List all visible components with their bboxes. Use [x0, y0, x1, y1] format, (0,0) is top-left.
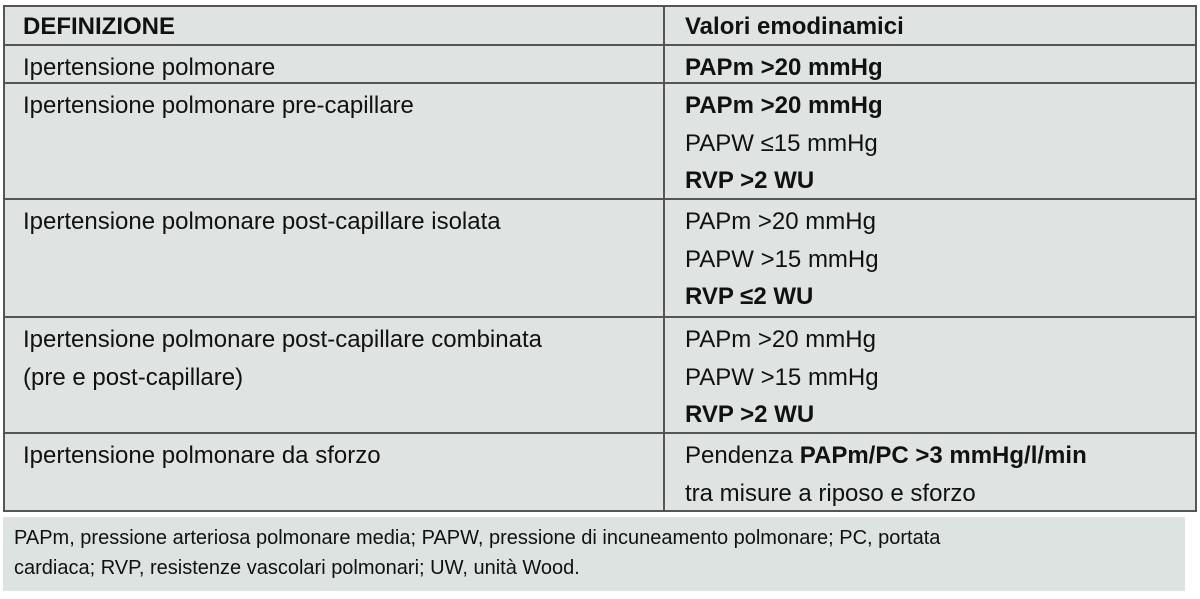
value-text: PAPW >15 mmHg — [685, 245, 879, 273]
definition-cell — [5, 200, 665, 316]
value-text: PAPm >20 mmHg — [685, 54, 883, 81]
value-text: PAPm >20 mmHg — [685, 326, 876, 353]
value-text: RVP >2 WU — [685, 167, 815, 194]
value-line — [685, 437, 1195, 475]
value-line — [685, 241, 1195, 279]
value-line — [685, 278, 1195, 316]
value-line — [685, 359, 1195, 397]
definition-text: (pre e post-capillare) — [23, 363, 244, 391]
definition-text: Ipertensione polmonare pre-capillare — [23, 92, 414, 119]
value-text: PAPm/PC >3 mmHg/l/min — [799, 442, 1087, 469]
definition-text: Ipertensione polmonare post-capillare combinata — [23, 326, 542, 353]
values-cell — [667, 46, 1195, 82]
table-row — [5, 84, 1195, 200]
footnote — [3, 517, 1185, 591]
header-definition: DEFINIZIONE — [23, 13, 176, 40]
table-row — [5, 46, 1195, 84]
value-line — [685, 87, 1195, 125]
table-row — [5, 200, 1195, 318]
footnote-line: PAPm, pressione arteriosa polmonare media; PAPW, pressione di incuneamento polmonare; PC, portata — [14, 527, 941, 549]
definition-cell — [5, 318, 665, 432]
value-line — [685, 125, 1195, 163]
value-text: RVP >2 WU — [685, 401, 815, 428]
value-line — [685, 396, 1195, 434]
definition-text: Ipertensione polmonare da sforzo — [23, 442, 381, 469]
definition-text: Ipertensione polmonare — [23, 54, 276, 81]
value-text: PAPW >15 mmHg — [685, 363, 879, 391]
value-text: PAPm >20 mmHg — [685, 208, 876, 235]
value-line — [685, 321, 1195, 359]
value-line — [685, 49, 1195, 87]
table-row — [5, 318, 1195, 434]
value-line — [685, 475, 1195, 513]
table-header-row — [5, 7, 1195, 46]
definition-cell — [5, 84, 665, 198]
value-line — [685, 203, 1195, 241]
values-cell — [667, 84, 1195, 198]
value-text: PAPm >20 mmHg — [685, 92, 883, 119]
definition-cell — [5, 46, 665, 82]
value-text: tra misure a riposo e sforzo — [685, 479, 976, 507]
definition-cell — [5, 434, 665, 512]
values-cell — [667, 318, 1195, 432]
definitions-table — [3, 5, 1197, 512]
footnote-line: cardiaca; RVP, resistenze vascolari polmonari; UW, unità Wood. — [14, 557, 580, 579]
value-text: Pendenza — [685, 442, 800, 469]
definition-text: Ipertensione polmonare post-capillare isolata — [23, 208, 501, 235]
header-values: Valori emodinamici — [685, 13, 904, 40]
table-row — [5, 434, 1195, 512]
value-text: RVP ≤2 WU — [685, 283, 814, 310]
value-text: PAPW ≤15 mmHg — [685, 129, 878, 157]
value-line — [685, 162, 1195, 200]
values-cell — [667, 434, 1195, 512]
values-cell — [667, 200, 1195, 316]
